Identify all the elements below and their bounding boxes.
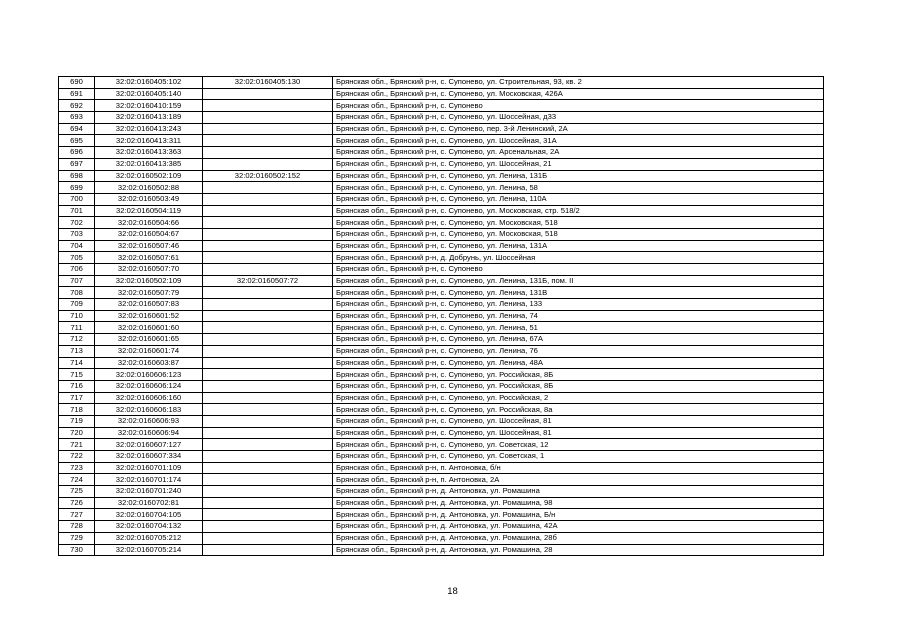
row-number-cell: 696 [59, 147, 95, 159]
related-cadastral-number-cell [203, 193, 333, 205]
cadastral-number-cell: 32:02:0160705:214 [95, 544, 203, 556]
row-number-cell: 707 [59, 275, 95, 287]
table-row [59, 310, 824, 322]
related-cadastral-number-cell [203, 544, 333, 556]
cadastral-number-cell: 32:02:0160405:102 [95, 77, 203, 89]
row-number-cell: 729 [59, 532, 95, 544]
table-row [59, 462, 824, 474]
row-number-cell: 691 [59, 88, 95, 100]
address-cell: Брянская обл., Брянский р-н, с. Супонево, ул. Шоссейная, 21 [333, 158, 824, 170]
related-cadastral-number-cell [203, 509, 333, 521]
row-number-cell: 719 [59, 415, 95, 427]
cadastral-number-cell: 32:02:0160504:119 [95, 205, 203, 217]
related-cadastral-number-cell [203, 334, 333, 346]
table-row [59, 369, 824, 381]
address-cell: Брянская обл., Брянский р-н, с. Супонево, ул. Советская, 12 [333, 439, 824, 451]
row-number-cell: 692 [59, 100, 95, 112]
table-row [59, 544, 824, 556]
table-row [59, 135, 824, 147]
related-cadastral-number-cell [203, 158, 333, 170]
cadastral-number-cell: 32:02:0160701:240 [95, 486, 203, 498]
address-cell: Брянская обл., Брянский р-н, с. Супонево, ул. Московская, 518 [333, 228, 824, 240]
address-cell: Брянская обл., Брянский р-н, с. Супонево, ул. Российская, 8Б [333, 369, 824, 381]
address-cell: Брянская обл., Брянский р-н, с. Супонево, пер. 3-й Ленинский, 2А [333, 123, 824, 135]
row-number-cell: 724 [59, 474, 95, 486]
address-cell: Брянская обл., Брянский р-н, с. Супонево, ул. Московская, 518 [333, 217, 824, 229]
cadastral-number-cell: 32:02:0160704:105 [95, 509, 203, 521]
table-row [59, 158, 824, 170]
table-row [59, 415, 824, 427]
row-number-cell: 700 [59, 193, 95, 205]
table-row [59, 170, 824, 182]
cadastral-number-cell: 32:02:0160413:385 [95, 158, 203, 170]
related-cadastral-number-cell [203, 264, 333, 276]
cadastral-number-cell: 32:02:0160607:127 [95, 439, 203, 451]
row-number-cell: 713 [59, 345, 95, 357]
related-cadastral-number-cell [203, 322, 333, 334]
address-cell: Брянская обл., Брянский р-н, с. Супонево, ул. Московская, 426А [333, 88, 824, 100]
cadastral-number-cell: 32:02:0160507:83 [95, 299, 203, 311]
related-cadastral-number-cell [203, 462, 333, 474]
cadastral-number-cell: 32:02:0160601:52 [95, 310, 203, 322]
table-row [59, 147, 824, 159]
address-cell: Брянская обл., Брянский р-н, д. Антоновка, ул. Ромашина, 28б [333, 532, 824, 544]
cadastral-number-cell: 32:02:0160701:174 [95, 474, 203, 486]
table-row [59, 88, 824, 100]
row-number-cell: 693 [59, 112, 95, 124]
address-cell: Брянская обл., Брянский р-н, д. Антоновка, ул. Ромашина, 98 [333, 497, 824, 509]
table-row [59, 380, 824, 392]
cadastral-number-cell: 32:02:0160606:183 [95, 404, 203, 416]
cadastral-number-cell: 32:02:0160507:70 [95, 264, 203, 276]
related-cadastral-number-cell [203, 182, 333, 194]
cadastral-number-cell: 32:02:0160507:61 [95, 252, 203, 264]
table-row [59, 205, 824, 217]
address-cell: Брянская обл., Брянский р-н, д. Антоновка, ул. Ромашина, 28 [333, 544, 824, 556]
related-cadastral-number-cell [203, 369, 333, 381]
related-cadastral-number-cell [203, 299, 333, 311]
row-number-cell: 704 [59, 240, 95, 252]
address-cell: Брянская обл., Брянский р-н, с. Супонево, ул. Шоссейная, 31А [333, 135, 824, 147]
table-row [59, 509, 824, 521]
table-row [59, 123, 824, 135]
related-cadastral-number-cell [203, 451, 333, 463]
related-cadastral-number-cell [203, 521, 333, 533]
related-cadastral-number-cell [203, 123, 333, 135]
table-row [59, 345, 824, 357]
row-number-cell: 694 [59, 123, 95, 135]
row-number-cell: 720 [59, 427, 95, 439]
cadastral-number-cell: 32:02:0160413:363 [95, 147, 203, 159]
table-row [59, 100, 824, 112]
address-cell: Брянская обл., Брянский р-н, п. Антоновка, б/н [333, 462, 824, 474]
cadastral-number-cell: 32:02:0160606:160 [95, 392, 203, 404]
address-cell: Брянская обл., Брянский р-н, с. Супонево, ул. Ленина, 76 [333, 345, 824, 357]
address-cell: Брянская обл., Брянский р-н, с. Супонево, ул. Советская, 1 [333, 451, 824, 463]
table-row [59, 275, 824, 287]
address-cell: Брянская обл., Брянский р-н, с. Супонево, ул. Ленина, 131Б [333, 170, 824, 182]
cadastral-number-cell: 32:02:0160603:87 [95, 357, 203, 369]
related-cadastral-number-cell [203, 100, 333, 112]
cadastral-number-cell: 32:02:0160405:140 [95, 88, 203, 100]
cadastral-number-cell: 32:02:0160502:109 [95, 170, 203, 182]
row-number-cell: 716 [59, 380, 95, 392]
table-row [59, 322, 824, 334]
related-cadastral-number-cell [203, 404, 333, 416]
cadastral-number-cell: 32:02:0160606:123 [95, 369, 203, 381]
related-cadastral-number-cell [203, 112, 333, 124]
row-number-cell: 701 [59, 205, 95, 217]
table-row [59, 451, 824, 463]
cadastral-number-cell: 32:02:0160601:65 [95, 334, 203, 346]
address-cell: Брянская обл., Брянский р-н, с. Супонево, ул. Ленина, 110А [333, 193, 824, 205]
table-row [59, 264, 824, 276]
row-number-cell: 726 [59, 497, 95, 509]
related-cadastral-number-cell [203, 427, 333, 439]
table-row [59, 240, 824, 252]
related-cadastral-number-cell [203, 147, 333, 159]
related-cadastral-number-cell [203, 345, 333, 357]
table-row [59, 112, 824, 124]
row-number-cell: 721 [59, 439, 95, 451]
related-cadastral-number-cell [203, 88, 333, 100]
address-cell: Брянская обл., Брянский р-н, с. Супонево, ул. Ленина, 131А [333, 240, 824, 252]
cadastral-number-cell: 32:02:0160702:81 [95, 497, 203, 509]
table-row [59, 439, 824, 451]
address-cell: Брянская обл., Брянский р-н, с. Супонево, ул. Российская, 8Б [333, 380, 824, 392]
address-cell: Брянская обл., Брянский р-н, п. Антоновка, 2А [333, 474, 824, 486]
table-row [59, 497, 824, 509]
table-row [59, 77, 824, 89]
address-cell: Брянская обл., Брянский р-н, с. Супонево, ул. Ленина, 131Б, пом. II [333, 275, 824, 287]
row-number-cell: 702 [59, 217, 95, 229]
address-cell: Брянская обл., Брянский р-н, д. Антоновка, ул. Ромашина, Б/н [333, 509, 824, 521]
cadastral-number-cell: 32:02:0160503:49 [95, 193, 203, 205]
cadastral-number-cell: 32:02:0160606:124 [95, 380, 203, 392]
address-cell: Брянская обл., Брянский р-н, д. Добрунь, ул. Шоссейная [333, 252, 824, 264]
related-cadastral-number-cell [203, 357, 333, 369]
cadastral-number-cell: 32:02:0160705:212 [95, 532, 203, 544]
row-number-cell: 723 [59, 462, 95, 474]
related-cadastral-number-cell [203, 415, 333, 427]
row-number-cell: 710 [59, 310, 95, 322]
cadastral-number-cell: 32:02:0160504:66 [95, 217, 203, 229]
row-number-cell: 705 [59, 252, 95, 264]
cadastral-number-cell: 32:02:0160502:88 [95, 182, 203, 194]
row-number-cell: 709 [59, 299, 95, 311]
address-cell: Брянская обл., Брянский р-н, с. Супонево [333, 100, 824, 112]
cadastral-number-cell: 32:02:0160504:67 [95, 228, 203, 240]
table-row [59, 334, 824, 346]
address-cell: Брянская обл., Брянский р-н, с. Супонево, ул. Шоссейная, 81 [333, 427, 824, 439]
address-cell: Брянская обл., Брянский р-н, с. Супонево, ул. Ленина, 131В [333, 287, 824, 299]
cadastral-number-cell: 32:02:0160507:46 [95, 240, 203, 252]
cadastral-number-cell: 32:02:0160413:243 [95, 123, 203, 135]
registry-table [58, 76, 824, 556]
related-cadastral-number-cell [203, 252, 333, 264]
related-cadastral-number-cell [203, 439, 333, 451]
related-cadastral-number-cell [203, 205, 333, 217]
row-number-cell: 722 [59, 451, 95, 463]
address-cell: Брянская обл., Брянский р-н, с. Супонево, ул. Российская, 2 [333, 392, 824, 404]
related-cadastral-number-cell [203, 310, 333, 322]
table-row [59, 228, 824, 240]
row-number-cell: 730 [59, 544, 95, 556]
row-number-cell: 695 [59, 135, 95, 147]
related-cadastral-number-cell [203, 532, 333, 544]
table-row [59, 252, 824, 264]
address-cell: Брянская обл., Брянский р-н, с. Супонево, ул. Ленина, 58 [333, 182, 824, 194]
address-cell: Брянская обл., Брянский р-н, с. Супонево, ул. Ленина, 67А [333, 334, 824, 346]
table-row [59, 474, 824, 486]
cadastral-number-cell: 32:02:0160601:60 [95, 322, 203, 334]
related-cadastral-number-cell: 32:02:0160502:152 [203, 170, 333, 182]
address-cell: Брянская обл., Брянский р-н, с. Супонево, ул. Ленина, 51 [333, 322, 824, 334]
related-cadastral-number-cell [203, 240, 333, 252]
cadastral-number-cell: 32:02:0160507:79 [95, 287, 203, 299]
related-cadastral-number-cell [203, 217, 333, 229]
related-cadastral-number-cell: 32:02:0160405:130 [203, 77, 333, 89]
address-cell: Брянская обл., Брянский р-н, д. Антоновка, ул. Ромашина [333, 486, 824, 498]
related-cadastral-number-cell [203, 474, 333, 486]
row-number-cell: 712 [59, 334, 95, 346]
row-number-cell: 699 [59, 182, 95, 194]
table-row [59, 193, 824, 205]
address-cell: Брянская обл., Брянский р-н, с. Супонево, ул. Российская, 8а [333, 404, 824, 416]
table-row [59, 217, 824, 229]
row-number-cell: 715 [59, 369, 95, 381]
table-row [59, 404, 824, 416]
row-number-cell: 697 [59, 158, 95, 170]
table-row [59, 521, 824, 533]
cadastral-number-cell: 32:02:0160413:189 [95, 112, 203, 124]
row-number-cell: 718 [59, 404, 95, 416]
row-number-cell: 717 [59, 392, 95, 404]
cadastral-number-cell: 32:02:0160701:109 [95, 462, 203, 474]
table-row [59, 182, 824, 194]
related-cadastral-number-cell [203, 380, 333, 392]
cadastral-number-cell: 32:02:0160601:74 [95, 345, 203, 357]
row-number-cell: 690 [59, 77, 95, 89]
cadastral-number-cell: 32:02:0160704:132 [95, 521, 203, 533]
table-row [59, 287, 824, 299]
address-cell: Брянская обл., Брянский р-н, с. Супонево, ул. Строительная, 93, кв. 2 [333, 77, 824, 89]
related-cadastral-number-cell [203, 486, 333, 498]
related-cadastral-number-cell [203, 135, 333, 147]
registry-table-body [59, 77, 824, 556]
address-cell: Брянская обл., Брянский р-н, с. Супонево, ул. Арсенальная, 2А [333, 147, 824, 159]
page-number: 18 [447, 586, 458, 597]
row-number-cell: 706 [59, 264, 95, 276]
cadastral-number-cell: 32:02:0160413:311 [95, 135, 203, 147]
row-number-cell: 725 [59, 486, 95, 498]
table-row [59, 427, 824, 439]
related-cadastral-number-cell [203, 392, 333, 404]
row-number-cell: 727 [59, 509, 95, 521]
row-number-cell: 698 [59, 170, 95, 182]
cadastral-number-cell: 32:02:0160410:159 [95, 100, 203, 112]
address-cell: Брянская обл., Брянский р-н, с. Супонево, ул. Ленина, 74 [333, 310, 824, 322]
related-cadastral-number-cell [203, 497, 333, 509]
table-row [59, 392, 824, 404]
table-row [59, 486, 824, 498]
address-cell: Брянская обл., Брянский р-н, с. Супонево, ул. Московская, стр. 518/2 [333, 205, 824, 217]
address-cell: Брянская обл., Брянский р-н, с. Супонево, ул. Шоссейная, д33 [333, 112, 824, 124]
address-cell: Брянская обл., Брянский р-н, д. Антоновка, ул. Ромашина, 42А [333, 521, 824, 533]
row-number-cell: 703 [59, 228, 95, 240]
cadastral-number-cell: 32:02:0160502:109 [95, 275, 203, 287]
table-row [59, 299, 824, 311]
related-cadastral-number-cell [203, 287, 333, 299]
row-number-cell: 708 [59, 287, 95, 299]
cadastral-number-cell: 32:02:0160606:94 [95, 427, 203, 439]
related-cadastral-number-cell [203, 228, 333, 240]
row-number-cell: 728 [59, 521, 95, 533]
related-cadastral-number-cell: 32:02:0160507:72 [203, 275, 333, 287]
cadastral-number-cell: 32:02:0160606:93 [95, 415, 203, 427]
address-cell: Брянская обл., Брянский р-н, с. Супонево, ул. Шоссейная, 81 [333, 415, 824, 427]
row-number-cell: 711 [59, 322, 95, 334]
address-cell: Брянская обл., Брянский р-н, с. Супонево [333, 264, 824, 276]
table-row [59, 532, 824, 544]
address-cell: Брянская обл., Брянский р-н, с. Супонево, ул. Ленина, 133 [333, 299, 824, 311]
table-row [59, 357, 824, 369]
row-number-cell: 714 [59, 357, 95, 369]
cadastral-number-cell: 32:02:0160607:334 [95, 451, 203, 463]
address-cell: Брянская обл., Брянский р-н, с. Супонево, ул. Ленина, 48А [333, 357, 824, 369]
